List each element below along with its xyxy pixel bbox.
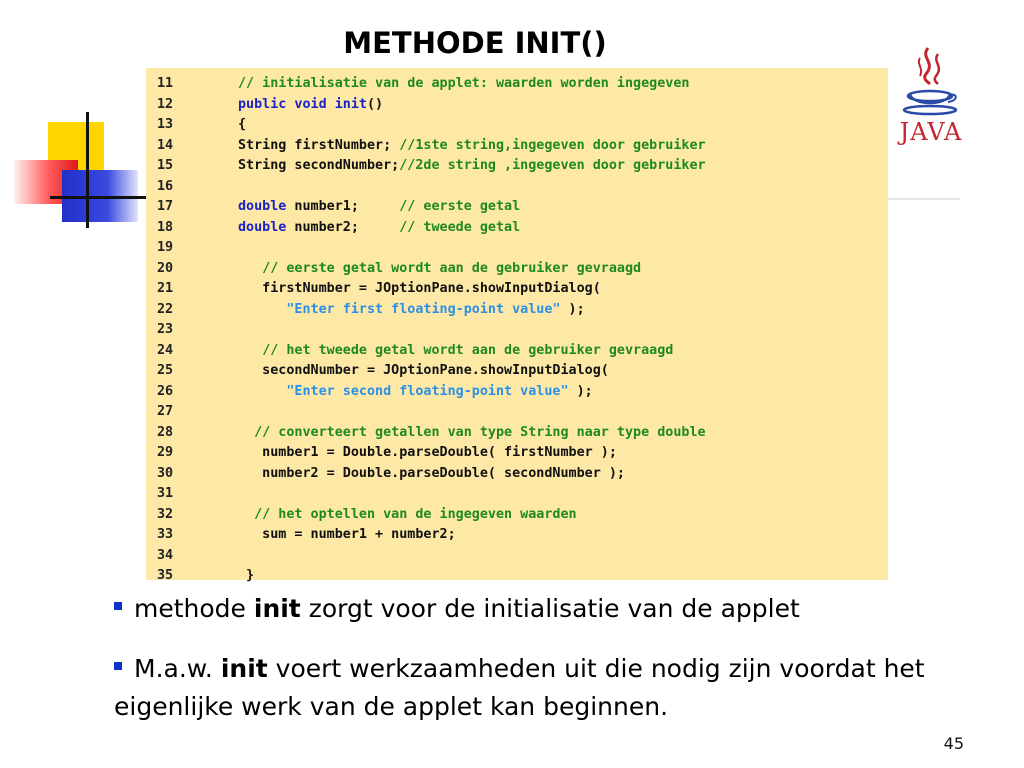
code-line <box>146 566 888 587</box>
slide-title: METHODE INIT() <box>343 26 607 60</box>
code-line <box>146 484 888 505</box>
code-token: // initialisatie van de applet: waarden worden ingegeven <box>238 76 690 91</box>
code-text <box>238 156 706 177</box>
code-line <box>146 115 888 136</box>
code-line <box>146 177 888 198</box>
code-token <box>238 343 262 358</box>
code-token <box>238 425 254 440</box>
bullet-text-post: zorgt voor de initialisatie van de applet <box>300 594 800 623</box>
code-line <box>146 74 888 95</box>
code-line <box>146 525 888 546</box>
code-token: number1 = Double.parseDouble( firstNumber ); <box>238 445 617 460</box>
line-number: 22 <box>157 301 174 317</box>
line-number: 24 <box>157 342 174 358</box>
code-line <box>146 320 888 341</box>
bullet-text-post: voert werkzaamheden uit die nodig zijn voordat het eigenlijke werk van de applet kan beginnen. <box>114 654 925 721</box>
code-token: { <box>238 117 247 132</box>
line-number: 35 <box>157 568 174 583</box>
code-line <box>146 443 888 464</box>
bullet-text-pre: methode <box>134 594 254 623</box>
code-text <box>238 566 254 587</box>
code-token: sum = number1 + number2; <box>238 527 456 542</box>
code-text <box>238 361 609 382</box>
code-line <box>146 218 888 239</box>
line-number: 12 <box>157 96 174 112</box>
code-token: // converteert getallen van type String naar type double <box>254 424 706 440</box>
code-token <box>238 384 286 399</box>
bullet-text-bold: init <box>253 594 301 623</box>
java-cup-icon <box>898 44 964 120</box>
code-line <box>146 402 888 423</box>
code-line <box>146 279 888 300</box>
code-token: // eerste getal wordt aan de gebruiker gevraagd <box>262 260 642 276</box>
line-number: 25 <box>157 363 174 378</box>
code-token: firstNumber = JOptionPane.showInputDialog( <box>238 281 601 296</box>
code-token: "Enter second floating-point value" <box>286 383 569 399</box>
line-number: 23 <box>157 322 174 337</box>
bullet-marker-icon <box>114 602 122 610</box>
decorative-horizontal-line <box>50 196 150 199</box>
line-number: 18 <box>157 219 174 235</box>
code-text <box>238 74 689 95</box>
line-number: 17 <box>157 199 174 214</box>
code-text <box>238 525 456 546</box>
code-token: //2de string ,ingegeven door gebruiker <box>399 158 706 173</box>
code-line <box>146 382 888 403</box>
code-text <box>238 382 593 403</box>
decorative-vertical-line <box>86 112 89 228</box>
code-token: String secondNumber; <box>238 158 400 173</box>
code-line <box>146 423 888 444</box>
bullet-text-pre: M.a.w. <box>134 654 221 683</box>
line-number: 13 <box>157 117 174 132</box>
code-token <box>238 302 286 317</box>
code-token: // tweede getal <box>399 219 521 235</box>
code-line <box>146 464 888 485</box>
bullet-item <box>114 590 800 628</box>
code-text <box>238 423 706 444</box>
code-text <box>238 218 520 239</box>
code-token <box>238 507 254 522</box>
code-line <box>146 546 888 567</box>
line-number: 29 <box>157 445 174 460</box>
line-number: 14 <box>157 137 174 153</box>
java-logo <box>898 44 964 156</box>
line-number: 27 <box>157 404 174 419</box>
code-token: // het optellen van de ingegeven waarden <box>254 506 577 522</box>
code-line <box>146 341 888 362</box>
line-number: 21 <box>157 281 174 296</box>
line-number: 33 <box>157 527 174 542</box>
bullet-marker-icon <box>114 662 122 670</box>
code-token: secondNumber = JOptionPane.showInputDialog( <box>238 363 609 378</box>
code-text <box>238 197 520 218</box>
line-number: 16 <box>157 178 174 194</box>
code-token: // eerste getal <box>399 199 521 214</box>
code-token: double <box>238 219 287 235</box>
code-token: } <box>238 568 255 583</box>
bullet-text-bold: init <box>220 654 268 683</box>
line-number: 19 <box>157 240 174 255</box>
line-number: 34 <box>157 547 174 563</box>
code-text <box>238 443 617 464</box>
code-token: ); <box>560 301 585 317</box>
code-line <box>146 156 888 177</box>
code-token: number2 = Double.parseDouble( secondNumber ); <box>238 465 625 481</box>
line-number: 15 <box>157 158 174 173</box>
code-text <box>238 505 577 526</box>
code-line <box>146 197 888 218</box>
code-text <box>238 136 706 157</box>
code-token: public void init <box>238 96 367 112</box>
code-token: double <box>238 199 287 214</box>
code-token: // het tweede getal wordt aan de gebruiker gevraagd <box>262 342 674 358</box>
code-text <box>238 259 641 280</box>
code-listing <box>146 68 888 583</box>
code-text <box>238 95 383 116</box>
code-line <box>146 300 888 321</box>
code-token: //1ste string,ingegeven door gebruiker <box>399 137 706 153</box>
code-text <box>238 300 585 321</box>
code-token: () <box>367 96 384 112</box>
code-line <box>146 238 888 259</box>
java-logo-text: JAVA <box>899 118 963 146</box>
code-token: number2; <box>286 219 400 235</box>
code-token: ); <box>568 383 593 399</box>
code-line <box>146 136 888 157</box>
code-text <box>238 115 246 136</box>
line-number: 28 <box>157 424 174 440</box>
code-text <box>238 464 625 485</box>
line-number: 20 <box>157 260 174 276</box>
line-number: 32 <box>157 506 174 522</box>
code-token: number1; <box>286 199 400 214</box>
code-token <box>238 261 262 276</box>
line-number: 11 <box>157 76 174 91</box>
code-line <box>146 361 888 382</box>
code-line <box>146 505 888 526</box>
code-line <box>146 259 888 280</box>
bullet-item <box>114 650 994 726</box>
code-line <box>146 95 888 116</box>
line-number: 26 <box>157 383 174 399</box>
code-text <box>238 279 601 300</box>
code-token: "Enter first floating-point value" <box>286 301 561 317</box>
page-number: 45 <box>943 734 964 753</box>
line-number: 30 <box>157 465 174 481</box>
code-token: String firstNumber; <box>238 137 400 153</box>
code-text <box>238 341 673 362</box>
line-number: 31 <box>157 486 174 501</box>
